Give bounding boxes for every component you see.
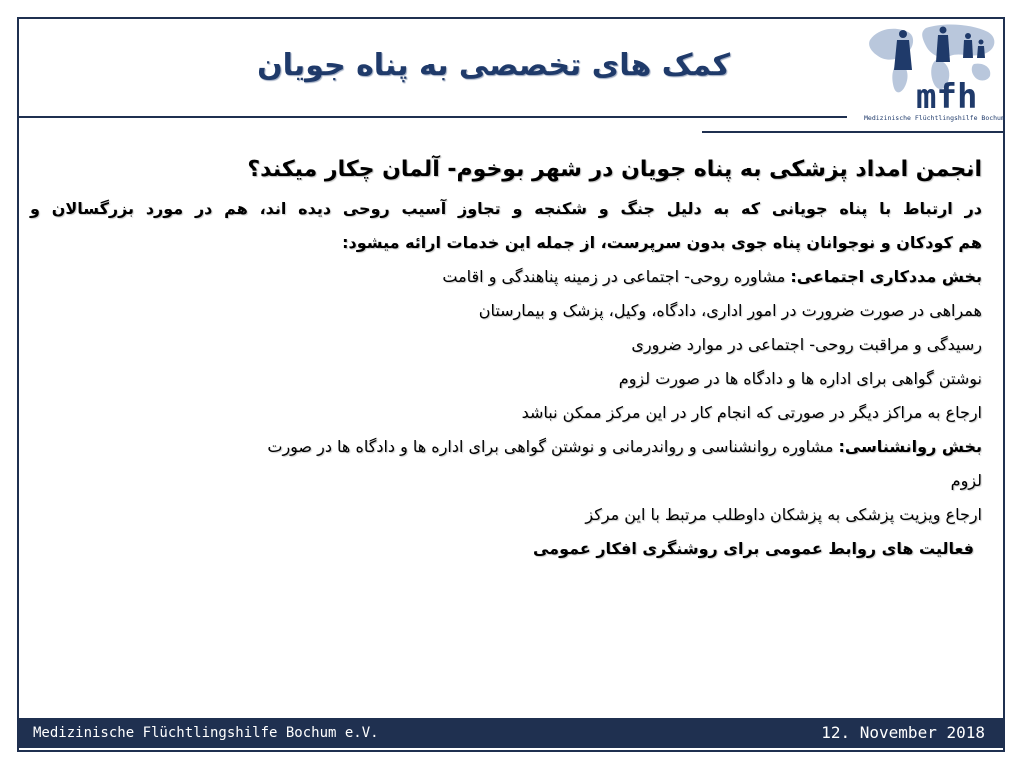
slide-content xyxy=(30,150,982,566)
social-item: ارجاع به مراکز دیگر در صورتی که انجام کار در این مرکز ممکن نباشد xyxy=(521,403,982,422)
psych-section-label: بخش روانشناسی: xyxy=(838,437,982,456)
logo-mfh-text: mfh xyxy=(916,77,978,117)
social-item: همراهی در صورت ضرورت در امور اداری، دادگاه، وکیل، پزشک و بیمارستان xyxy=(478,301,982,320)
social-section-line xyxy=(30,260,982,294)
body-text xyxy=(30,192,982,566)
psych-section-text: مشاوره روانشناسی و رواندرمانی و نوشتن گواهی برای اداره ها و دادگاه ها در صورت xyxy=(267,437,839,456)
header-rule-left xyxy=(17,116,847,118)
header-rule-right xyxy=(702,131,1004,133)
intro-line-2: هم کودکان و نوجوانان پناه جوی بدون سرپرست، از جمله این خدمات ارائه میشود: xyxy=(342,233,982,252)
social-item: نوشتن گواهی برای اداره ها و دادگاه ها در صورت لزوم xyxy=(618,369,982,388)
social-section-text: مشاوره روحی- اجتماعی در زمینه پناهندگی و اقامت xyxy=(442,267,791,286)
footer-date: 12. November 2018 xyxy=(821,723,985,742)
social-item: رسیدگی و مراقبت روحی- اجتماعی در موارد ضروری xyxy=(631,335,982,354)
footer-bar xyxy=(19,718,1003,748)
social-section-label: بخش مددکاری اجتماعی: xyxy=(790,267,982,286)
psych-item: ارجاع ویزیت پزشکی به پزشکان داوطلب مرتبط با این مرکز xyxy=(585,505,982,524)
world-map-figures-icon xyxy=(864,20,1005,126)
psych-section-line xyxy=(30,430,982,464)
logo-caption: Medizinische Flüchtlingshilfe Bochum xyxy=(864,114,1005,122)
slide-title: کمک های تخصصی به پناه جویان xyxy=(257,48,730,83)
psych-section-text-continued: لزوم xyxy=(950,471,982,490)
content-heading: انجمن امداد پزشکی به پناه جویان در شهر بوخوم- آلمان چکار میکند؟ xyxy=(247,157,982,182)
mfh-logo xyxy=(864,20,1005,126)
footer-organization: Medizinische Flüchtlingshilfe Bochum e.V. xyxy=(33,725,379,741)
intro-line-1: در ارتباط با پناه جویانی که به دلیل جنگ و شکنجه و تجاوز آسیب روحی دیده اند، هم در مورد بزرگسالان و xyxy=(30,199,982,218)
public-relations-line: فعالیت های روابط عمومی برای روشنگری افکار عمومی xyxy=(532,539,974,558)
